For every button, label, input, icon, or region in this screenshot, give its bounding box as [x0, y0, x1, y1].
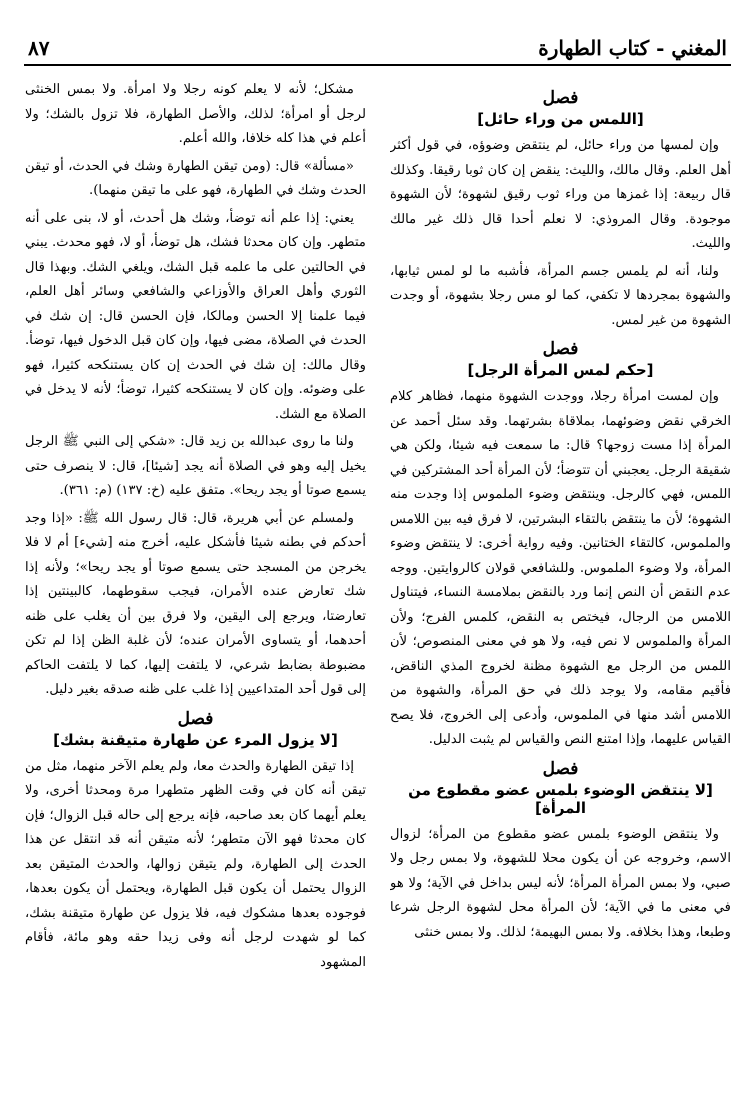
page-number: ٨٧ [28, 36, 50, 60]
paragraph: يعني: إذا علم أنه توضأ، وشك هل أحدث، أو لا، بنى على أنه متطهر. وإن كان محدثا فشك، هل توضأ، أو لا، فهو محدث. يبني في الحالتين على ما علمه قبل الشك، ويلغي الشك. وبهذا قال الثوري وأهل العراق والأوزاعي والشافعي وسائر أهل العلم، فيما علمنا إلا الحسن ومالكا، فإن الحسن قال: إن شك في الحدث في الصلاة، مضى فيها، وإن كان قبل الدخول فيها، توضأ. وقال مالك: إن شك في الحدث إن كان يستنكحه كثيرا، فهو على وضوئه. وإن كان لا يستنكحه كثيرا، توضأ؛ لأنه لا يدخل في الصلاة مع الشك. [25, 210, 366, 422]
section-title: [اللمس من وراء حائل] [477, 110, 644, 128]
section-title: [حكم لمس المرأة الرجل] [467, 361, 654, 379]
paragraph: مشكل؛ لأنه لا يعلم كونه رجلا ولا امرأة. ولا بمس الخنثى لرجل أو امرأة؛ لذلك، والأصل الطهارة، فلا تزول بالشك؛ ولا أعلم في هذا كله خلافا، والله أعلم. [25, 82, 366, 146]
paragraph: إذا تيقن الطهارة والحدث معا، ولم يعلم الآخر منهما، مثل من تيقن أنه كان في وقت الظهر متطهرا مرة ومحدثا أخرى، ولا يعلم أيهما كان بعد صاحبه، فإنه يرجع إلى حاله قبل الزوال؛ فإن كان محدثا فهو الآن متطهر؛ لأنه متيقن أنه قد انتقل عن هذا الحدث إلى الطهارة، ولم يتيقن زوالها، والحدث المتيقن بعد الزوال يحتمل أن يكون قبل الطهارة، ويحتمل أن يكون بعدها، فوجوده بعدها مشكوك فيه، فلا يزول عن طهارة متيقنة بشك، كما لو شهدت لرجل أنه وفى زيدا حقه وهو مائة، فأقام المشهود [25, 758, 366, 970]
section-heading: فصل [542, 88, 579, 108]
running-title: المغني - كتاب الطهارة [538, 36, 727, 60]
paragraph: وإن لمسها من وراء حائل، لم ينتقض وضوؤه، في قول أكثر أهل العلم. وقال مالك، والليث: ينقض إن كان ثوبا رقيقا. وكذلك قال ربيعة: إذا غمزها من وراء ثوب رقيق لشهوة؛ لأن الشهوة موجودة. وقال المروذي: لا نعلم أحدا قال ذلك غير مالك والليث. [390, 138, 731, 251]
section-heading: فصل [542, 758, 579, 779]
paragraph: ولنا، أنه لم يلمس جسم المرأة، فأشبه ما لو لمس ثيابها، والشهوة بمجردها لا تكفي، كما لو مس رجلا بشهوة، أو وجدت الشهوة من غير لمس. [390, 263, 731, 328]
section-title: [لا ينتقض الوضوء بلمس عضو مقطوع من المرأة] [408, 780, 713, 817]
paragraph: وإن لمست امرأة رجلا، ووجدت الشهوة منهما، فظاهر كلام الخرقي نقض وضوئهما، بملاقاة بشرتهما. وقد سئل أحمد عن المرأة إذا مست زوجها؟ قال: ما سمعت فيه شيئا، ولكن هي شقيقة الرجل. يعجبني أن تتوضأ؛ لأن المرأة أحد المشتركين في اللمس، فهي كالرجل. وينتقض وضوء الملموس إذا وجدت منه الشهوة؛ لأن ما ينتقض بالتقاء البشرتين، لا فرق فيه بين اللامس والملموس، كالتقاء الختانين. وفيه رواية أخرى: لا ينتقض وضوء المرأة، ولا وضوء الملموس. وللشافعي قولان كالروايتين. ووجه عدم النقض أن النص إنما ورد بالنقض بملامسة النساء، فيتناول اللامس من الرجال، فيختص به النقض، كلمس الفرج؛ ولأن المرأة والملموس لا نص فيه، ولا هو في معنى المنصوص؛ لأن اللمس من الرجل مع الشهوة مظنة لخروج المذي الناقض، فأقيم مقامه، ولا يوجد ذلك في حق المرأة، والشهوة من اللامس أشد منها في الملموس، وأدعى إلى الخروج، فلا يصح القياس عليهما، وإذا امتنع النص والقياس لم يثبت الدليل. [390, 389, 731, 747]
section-heading: فصل [177, 708, 214, 729]
paragraph: «مسألة» قال: (ومن تيقن الطهارة وشك في الحدث، أو تيقن الحدث وشك في الطهارة، فهو على ما تيقن منهما). [25, 158, 366, 198]
paragraph: ولمسلم عن أبي هريرة، قال: قال رسول الله ﷺ: «إذا وجد أحدكم في بطنه شيئا فأشكل عليه، أخرج منه [شيء] أم لا فلا يخرجن من المسجد حتى يسمع صوتا أو يجد ريحا»؛ ولأنه إذا شك تعارض عنده الأمران، فيجب سقوطهما، كالبينتين إذا تعارضتا، ويرجع إلى اليقين، ولا فرق بين أن يغلب على ظنه أحدهما، أو يتساوى الأمران عنده؛ لأن غلبة الظن إذا لم تكن مضبوطة بضابط شرعي، لا يلتفت إليها، كما لا يلتفت الحاكم إلى قول أحد المتداعيين إذا غلب على ظنه صدقه بغير دليل. [25, 510, 366, 697]
section-heading: فصل [542, 339, 579, 359]
page-header [24, 30, 731, 66]
section-title: [لا يزول المرء عن طهارة متيقنة بشك] [53, 730, 338, 749]
right-column [390, 78, 731, 1092]
left-column [25, 78, 366, 1088]
paragraph: ولا ينتقض الوضوء بلمس عضو مقطوع من المرأة؛ لزوال الاسم، وخروجه عن أن يكون محلا للشهوة، ولا بمس رجل ولا صبي، ولا بمس المرأة المرأة؛ لأنه ليس بداخل في الآية؛ ولا هو في معنى ما في الآية؛ لأن المرأة محل لشهوة الرجل شرعا وطبعا، وهذا بخلافه. ولا بمس البهيمة؛ لذلك. ولا بمس خنثى [390, 826, 731, 940]
paragraph: ولنا ما روى عبدالله بن زيد قال: «شكي إلى النبي ﷺ الرجل يخيل إليه وهو في الصلاة أنه يجد [شيئا]، قال: لا ينصرف حتى يسمع صوتا أو يجد ريحا». متفق عليه (خ: ١٣٧) (م: ٣٦١). [25, 434, 366, 498]
text-columns [24, 78, 731, 1088]
